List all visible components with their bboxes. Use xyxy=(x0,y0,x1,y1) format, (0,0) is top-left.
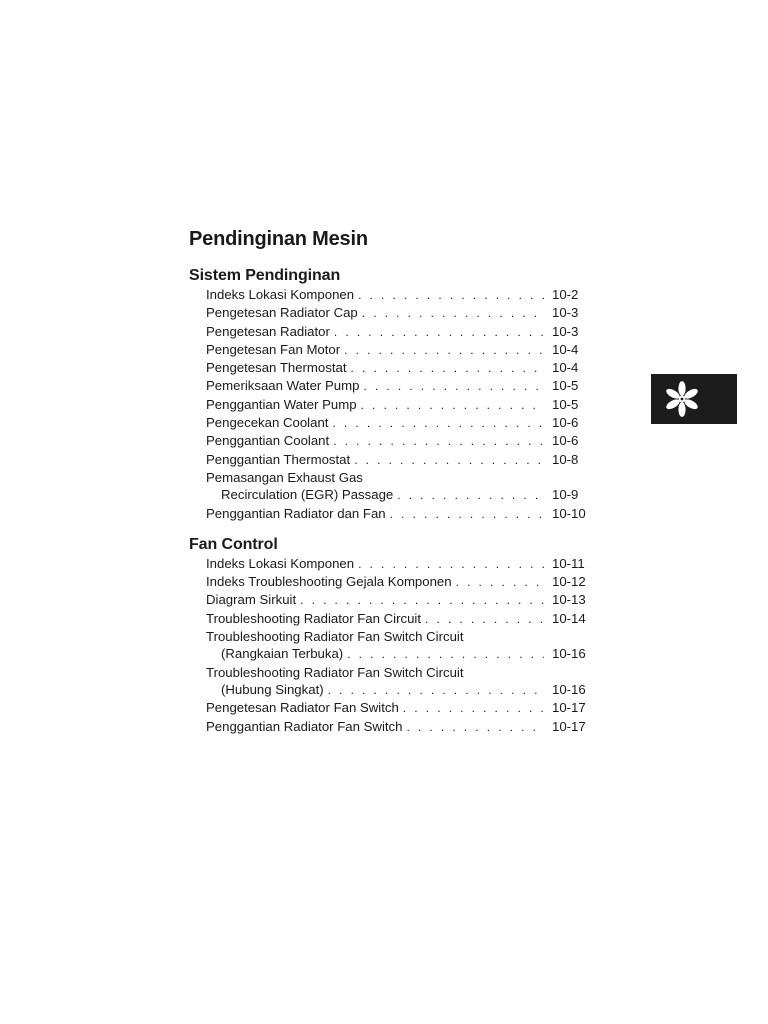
toc-page-number: 10-10 xyxy=(552,505,586,521)
toc-entry xyxy=(206,451,598,469)
toc-entry-title: Recirculation (EGR) Passage xyxy=(221,487,394,503)
toc-page-number: 10-4 xyxy=(552,341,579,357)
toc-entry xyxy=(206,432,598,450)
dot-leader xyxy=(333,433,544,450)
toc-entry-title: Indeks Lokasi Komponen xyxy=(206,555,355,571)
toc-entry xyxy=(206,469,598,505)
dot-leader xyxy=(328,682,544,699)
toc-entry-line xyxy=(206,396,598,414)
toc-page-number: 10-12 xyxy=(552,574,586,590)
toc-entry-line xyxy=(206,486,598,504)
toc-entry-line xyxy=(206,645,598,663)
toc-entry-title: Penggantian Radiator Fan Switch xyxy=(206,718,403,734)
toc-entry-title: Pemasangan Exhaust Gas xyxy=(206,469,363,485)
toc-list xyxy=(189,286,599,523)
toc-page-number: 10-16 xyxy=(552,646,586,662)
toc-entry-line xyxy=(206,323,598,341)
toc-entry-title: Pemeriksaan Water Pump xyxy=(206,378,360,394)
toc-entry-title: Pengetesan Fan Motor xyxy=(206,341,341,357)
section-title: Sistem Pendinginan xyxy=(189,267,341,284)
toc-page-number: 10-17 xyxy=(552,700,586,716)
toc-entry xyxy=(206,377,598,395)
toc-entry-line xyxy=(206,505,598,523)
toc-entry-title: Pengetesan Radiator Cap xyxy=(206,305,358,321)
dot-leader xyxy=(354,452,544,469)
dot-leader xyxy=(344,342,544,359)
toc-entry-title: Troubleshooting Radiator Fan Switch Circuit xyxy=(206,629,464,645)
toc-entry-line xyxy=(206,610,598,628)
toc-entry xyxy=(206,323,598,341)
toc-entry-line xyxy=(206,718,598,736)
dot-leader xyxy=(358,556,544,573)
toc-entry-line xyxy=(206,573,598,591)
toc-page-number: 10-3 xyxy=(552,305,579,321)
toc-page-number: 10-16 xyxy=(552,681,586,697)
toc-page-number: 10-5 xyxy=(552,396,579,412)
cooling-fan-icon xyxy=(661,379,703,419)
toc-page-number: 10-14 xyxy=(552,610,586,626)
dot-leader xyxy=(334,324,544,341)
toc-page-number: 10-4 xyxy=(552,360,579,376)
toc-entry-line xyxy=(206,664,598,681)
section-title: Fan Control xyxy=(189,535,278,553)
toc-entry-line xyxy=(206,699,598,717)
toc-entry-line xyxy=(206,377,598,395)
toc-entry-line xyxy=(206,286,598,304)
section-fan-control xyxy=(189,535,599,736)
dot-leader xyxy=(362,305,544,322)
dot-leader xyxy=(406,719,544,736)
table-of-contents xyxy=(189,226,599,736)
toc-page-number: 10-8 xyxy=(552,451,579,467)
dot-leader xyxy=(363,378,544,395)
toc-entry-title: Pengetesan Thermostat xyxy=(206,360,347,376)
toc-entry-title: Indeks Lokasi Komponen xyxy=(206,287,355,302)
toc-entry-title: Pengetesan Radiator Fan Switch xyxy=(206,700,399,716)
toc-page-number: 10-6 xyxy=(552,415,579,431)
dot-leader xyxy=(347,646,544,663)
toc-entry-title: Pengecekan Coolant xyxy=(206,415,329,431)
toc-entry-title: Pengetesan Radiator xyxy=(206,323,330,339)
toc-entry xyxy=(206,304,598,322)
toc-page-number: 10-9 xyxy=(552,487,579,503)
toc-entry xyxy=(206,414,598,432)
toc-entry-line xyxy=(206,555,598,573)
toc-page-number: 10-11 xyxy=(552,555,585,571)
toc-entry-title: Penggantian Thermostat xyxy=(206,451,351,467)
toc-entry-title: Penggantian Coolant xyxy=(206,433,330,449)
dot-leader xyxy=(397,487,544,504)
dot-leader xyxy=(351,360,544,377)
toc-entry xyxy=(206,610,598,628)
toc-entry-line xyxy=(206,591,598,609)
toc-page-number: 10-6 xyxy=(552,433,579,449)
dot-leader xyxy=(300,592,544,609)
toc-page-number: 10-13 xyxy=(552,592,586,608)
section-sistem-pendinginan xyxy=(189,266,599,523)
toc-page-number: 10-2 xyxy=(552,287,579,302)
toc-entry xyxy=(206,505,598,523)
toc-entry-title: (Rangkaian Terbuka) xyxy=(221,646,344,662)
toc-entry xyxy=(206,664,598,700)
toc-entry xyxy=(206,591,598,609)
toc-entry-line xyxy=(206,359,598,377)
toc-entry-line xyxy=(206,469,598,486)
dot-leader xyxy=(403,700,544,717)
dot-leader xyxy=(456,574,544,591)
toc-entry xyxy=(206,359,598,377)
chapter-tab xyxy=(651,374,737,424)
dot-leader xyxy=(332,415,544,432)
toc-entry xyxy=(206,699,598,717)
toc-entry xyxy=(206,628,598,664)
toc-entry-title: Penggantian Radiator dan Fan xyxy=(206,505,386,521)
toc-entry-line xyxy=(206,414,598,432)
toc-entry-title: Troubleshooting Radiator Fan Circuit xyxy=(206,610,422,626)
toc-entry-title: Indeks Troubleshooting Gejala Komponen xyxy=(206,574,452,590)
toc-page-number: 10-17 xyxy=(552,718,586,734)
toc-entry-line xyxy=(206,432,598,450)
toc-entry-line xyxy=(206,681,598,699)
toc-entry-title: Troubleshooting Radiator Fan Switch Circuit xyxy=(206,664,464,680)
toc-entry xyxy=(206,286,598,304)
toc-entry xyxy=(206,341,598,359)
toc-entry-title: (Hubung Singkat) xyxy=(221,681,324,697)
toc-entry-title: Penggantian Water Pump xyxy=(206,396,357,412)
toc-entry-line xyxy=(206,304,598,322)
dot-leader xyxy=(390,506,544,523)
dot-leader xyxy=(361,397,544,414)
toc-entry xyxy=(206,573,598,591)
dot-leader xyxy=(425,611,544,628)
toc-entry xyxy=(206,718,598,736)
toc-entry-line xyxy=(206,341,598,359)
toc-entry-line xyxy=(206,451,598,469)
toc-page-number: 10-3 xyxy=(552,323,579,339)
dot-leader xyxy=(358,287,544,304)
toc-entry-title: Diagram Sirkuit xyxy=(206,592,297,608)
toc-entry-line xyxy=(206,628,598,645)
toc-entry xyxy=(206,396,598,414)
toc-list xyxy=(189,555,599,736)
toc-page-number: 10-5 xyxy=(552,378,579,394)
toc-entry xyxy=(206,555,598,573)
chapter-title: Pendinginan Mesin xyxy=(189,228,368,250)
